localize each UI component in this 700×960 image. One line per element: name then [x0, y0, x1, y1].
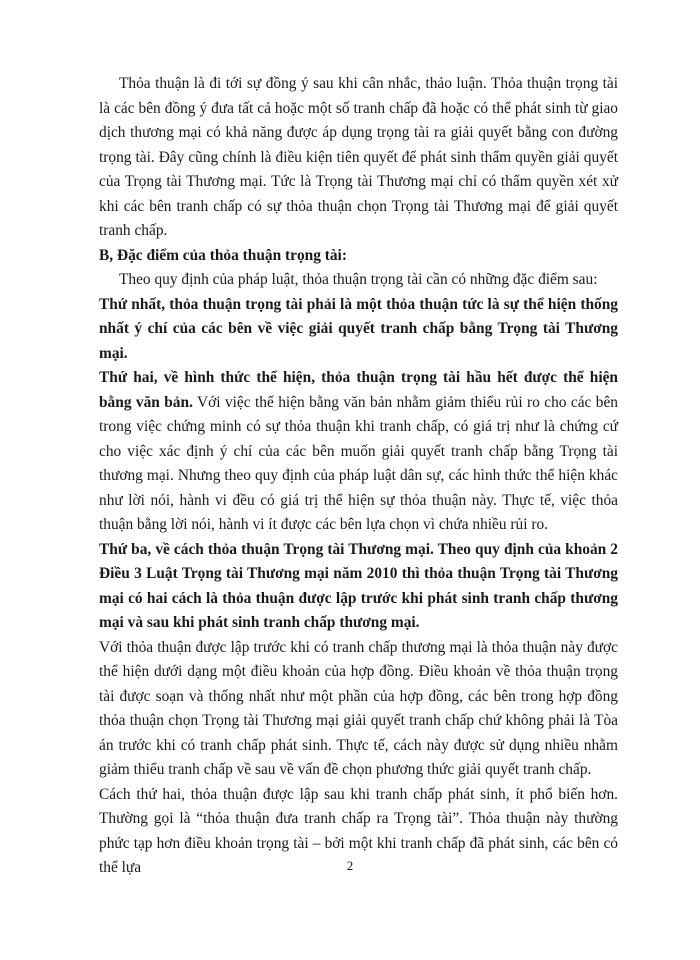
- second-characteristic-lead: Thứ hai, về hình thức thể hiện, thỏa thuận trọng tài hầu hết được thể hiện bằng văn bản.: [99, 369, 618, 411]
- paragraph-prior-agreement: Với thỏa thuận được lập trước khi có tranh chấp thương mại là thỏa thuận này được thể hiện dưới dạng một điều khoản của hợp đồng. Điều khoản về thỏa thuận trọng tài được soạn và thống nhất như một phần của hợp đồng, các bên trong hợp đồng thỏa thuận chọn Trọng tài Thương mại giải quyết tranh chấp chứ không phải là Tòa án trước khi có tranh chấp phát sinh. Thực tế, cách này được sử dụng nhiều nhằm giảm thiểu tranh chấp về sau về vấn đề chọn phương thức giải quyết tranh chấp.: [99, 638, 618, 778]
- body-text: [99, 72, 618, 881]
- paragraph-post-agreement: Cách thứ hai, thỏa thuận được lập sau khi tranh chấp phát sinh, ít phổ biến hơn. Thường gọi là “thỏa thuận đưa tranh chấp ra Trọng tài”. Thỏa thuận này thường phức tạp hơn điều khoản trọng tài – bởi một khi tranh chấp đã phát sinh, các bên có thể lựa: [99, 785, 618, 876]
- paragraph-intro: Thỏa thuận là đi tới sự đồng ý sau khi cân nhắc, thảo luận. Thỏa thuận trọng tài là các bên đồng ý đưa tất cả hoặc một số tranh chấp đã hoặc có thể phát sinh từ giao dịch thương mại có khả năng được áp dụng trọng tài ra giải quyết bằng con đường trọng tài. Đây cũng chính là điều kiện tiên quyết để phát sinh thẩm quyền giải quyết của Trọng tài Thương mại. Tức là Trọng tài Thương mại chỉ có thẩm quyền xét xử khi các bên tranh chấp có sự thỏa thuận chọn Trọng tài Thương mại để giải quyết tranh chấp.: [99, 75, 618, 239]
- page-number: 2: [346, 858, 354, 873]
- paragraph-third-characteristic: Thứ ba, về cách thỏa thuận Trọng tài Thương mại. Theo quy định của khoản 2 Điều 3 Luật Trọng tài Thương mại năm 2010 thì thỏa thuận Trọng tài Thương mại có hai cách là thỏa thuận được lập trước khi phát sinh tranh chấp thương mại và sau khi phát sinh tranh chấp thương mại.: [99, 540, 618, 631]
- paragraph-first-characteristic: Thứ nhất, thỏa thuận trọng tài phải là một thỏa thuận tức là sự thể hiện thống nhất ý chí của các bên về việc giải quyết tranh chấp bằng Trọng tài Thương mại.: [99, 295, 618, 362]
- paragraph-second-characteristic: [99, 366, 618, 538]
- section-heading-b: B, Đặc điểm của thỏa thuận trọng tài:: [99, 246, 347, 264]
- second-characteristic-body: Với việc thể hiện bằng văn bản nhằm giảm thiểu rủi ro cho các bên trong việc chứng minh có sự thỏa thuận khi tranh chấp, có giá trị như là chứng cứ cho việc xác định ý chí của các bên muốn giải quyết tranh chấp bằng Trọng tài thương mại. Nhưng theo quy định của pháp luật dân sự, các hình thức thể hiện khác như lời nói, hành vi đều có giá trị thể hiện sự thỏa thuận này. Thực tế, việc thỏa thuận bằng lời nói, hành vi ít được các bên lựa chọn vì chứa nhiều rủi ro.: [99, 393, 618, 533]
- paragraph-characteristics-intro: Theo quy định của pháp luật, thỏa thuận trọng tài cần có những đặc điểm sau:: [119, 271, 598, 288]
